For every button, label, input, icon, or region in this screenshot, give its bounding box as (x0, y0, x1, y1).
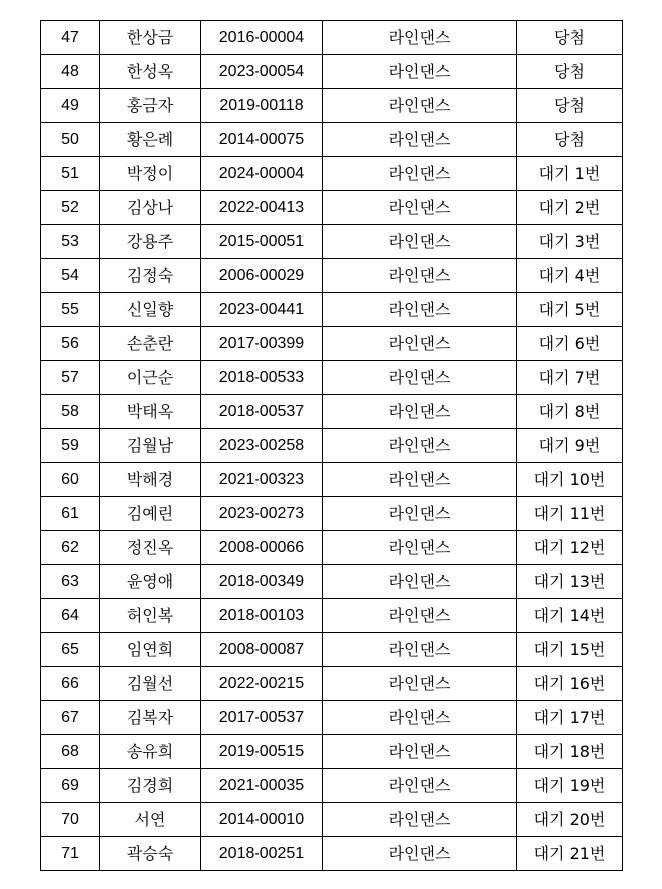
program-cell: 라인댄스 (323, 191, 517, 225)
name-cell: 김복자 (100, 701, 201, 735)
registration-number-cell: 2021-00035 (201, 769, 323, 803)
row-number-cell: 49 (41, 89, 100, 123)
result-cell: 대기 1번 (517, 157, 623, 191)
row-number-cell: 57 (41, 361, 100, 395)
registration-number-cell: 2015-00051 (201, 225, 323, 259)
registration-number-cell: 2023-00054 (201, 55, 323, 89)
lottery-results-table (40, 20, 623, 871)
result-cell: 대기 19번 (517, 769, 623, 803)
program-cell: 라인댄스 (323, 701, 517, 735)
program-cell: 라인댄스 (323, 565, 517, 599)
row-number-cell: 64 (41, 599, 100, 633)
table-body (41, 21, 623, 871)
row-number-cell: 48 (41, 55, 100, 89)
result-cell: 대기 9번 (517, 429, 623, 463)
name-cell: 김월선 (100, 667, 201, 701)
name-cell: 신일향 (100, 293, 201, 327)
registration-number-cell: 2008-00087 (201, 633, 323, 667)
result-cell: 대기 5번 (517, 293, 623, 327)
name-cell: 박정이 (100, 157, 201, 191)
table-row (41, 497, 623, 531)
registration-number-cell: 2018-00251 (201, 837, 323, 871)
name-cell: 허인복 (100, 599, 201, 633)
row-number-cell: 63 (41, 565, 100, 599)
table-row (41, 21, 623, 55)
program-cell: 라인댄스 (323, 327, 517, 361)
program-cell: 라인댄스 (323, 293, 517, 327)
name-cell: 김예린 (100, 497, 201, 531)
result-cell: 대기 17번 (517, 701, 623, 735)
table-row (41, 667, 623, 701)
result-cell: 대기 18번 (517, 735, 623, 769)
result-cell: 대기 15번 (517, 633, 623, 667)
name-cell: 황은례 (100, 123, 201, 157)
table-row (41, 157, 623, 191)
result-cell: 대기 16번 (517, 667, 623, 701)
registration-number-cell: 2018-00103 (201, 599, 323, 633)
registration-number-cell: 2022-00413 (201, 191, 323, 225)
registration-number-cell: 2019-00515 (201, 735, 323, 769)
row-number-cell: 55 (41, 293, 100, 327)
row-number-cell: 51 (41, 157, 100, 191)
name-cell: 박태옥 (100, 395, 201, 429)
registration-number-cell: 2023-00441 (201, 293, 323, 327)
result-cell: 대기 3번 (517, 225, 623, 259)
result-cell: 대기 11번 (517, 497, 623, 531)
row-number-cell: 60 (41, 463, 100, 497)
table-row (41, 259, 623, 293)
program-cell: 라인댄스 (323, 599, 517, 633)
table-row (41, 803, 623, 837)
registration-number-cell: 2024-00004 (201, 157, 323, 191)
registration-number-cell: 2008-00066 (201, 531, 323, 565)
result-cell: 당첨 (517, 21, 623, 55)
registration-number-cell: 2018-00533 (201, 361, 323, 395)
table-row (41, 89, 623, 123)
result-cell: 대기 20번 (517, 803, 623, 837)
row-number-cell: 59 (41, 429, 100, 463)
name-cell: 곽승숙 (100, 837, 201, 871)
result-cell: 당첨 (517, 89, 623, 123)
program-cell: 라인댄스 (323, 21, 517, 55)
result-cell: 대기 10번 (517, 463, 623, 497)
name-cell: 김경희 (100, 769, 201, 803)
program-cell: 라인댄스 (323, 225, 517, 259)
name-cell: 홍금자 (100, 89, 201, 123)
name-cell: 김정숙 (100, 259, 201, 293)
registration-number-cell: 2017-00399 (201, 327, 323, 361)
table-row (41, 293, 623, 327)
row-number-cell: 58 (41, 395, 100, 429)
name-cell: 손춘란 (100, 327, 201, 361)
program-cell: 라인댄스 (323, 633, 517, 667)
table-row (41, 395, 623, 429)
program-cell: 라인댄스 (323, 769, 517, 803)
table-row (41, 123, 623, 157)
program-cell: 라인댄스 (323, 735, 517, 769)
result-cell: 대기 8번 (517, 395, 623, 429)
result-cell: 당첨 (517, 123, 623, 157)
row-number-cell: 56 (41, 327, 100, 361)
result-cell: 당첨 (517, 55, 623, 89)
table-row (41, 55, 623, 89)
program-cell: 라인댄스 (323, 395, 517, 429)
program-cell: 라인댄스 (323, 531, 517, 565)
row-number-cell: 65 (41, 633, 100, 667)
table-row (41, 735, 623, 769)
registration-number-cell: 2021-00323 (201, 463, 323, 497)
row-number-cell: 54 (41, 259, 100, 293)
table-row (41, 463, 623, 497)
row-number-cell: 66 (41, 667, 100, 701)
program-cell: 라인댄스 (323, 803, 517, 837)
registration-number-cell: 2017-00537 (201, 701, 323, 735)
table-row (41, 361, 623, 395)
program-cell: 라인댄스 (323, 157, 517, 191)
registration-number-cell: 2018-00349 (201, 565, 323, 599)
result-cell: 대기 13번 (517, 565, 623, 599)
program-cell: 라인댄스 (323, 89, 517, 123)
result-cell: 대기 7번 (517, 361, 623, 395)
row-number-cell: 53 (41, 225, 100, 259)
table-row (41, 191, 623, 225)
name-cell: 윤영애 (100, 565, 201, 599)
name-cell: 김상나 (100, 191, 201, 225)
registration-number-cell: 2023-00258 (201, 429, 323, 463)
result-cell: 대기 6번 (517, 327, 623, 361)
name-cell: 이근순 (100, 361, 201, 395)
name-cell: 송유희 (100, 735, 201, 769)
registration-number-cell: 2019-00118 (201, 89, 323, 123)
row-number-cell: 69 (41, 769, 100, 803)
table-row (41, 769, 623, 803)
name-cell: 정진옥 (100, 531, 201, 565)
program-cell: 라인댄스 (323, 361, 517, 395)
name-cell: 박해경 (100, 463, 201, 497)
row-number-cell: 62 (41, 531, 100, 565)
document-page (40, 20, 622, 871)
registration-number-cell: 2022-00215 (201, 667, 323, 701)
name-cell: 강용주 (100, 225, 201, 259)
table-row (41, 837, 623, 871)
result-cell: 대기 21번 (517, 837, 623, 871)
table-row (41, 565, 623, 599)
table-row (41, 701, 623, 735)
name-cell: 임연희 (100, 633, 201, 667)
registration-number-cell: 2023-00273 (201, 497, 323, 531)
table-row (41, 225, 623, 259)
registration-number-cell: 2018-00537 (201, 395, 323, 429)
table-row (41, 599, 623, 633)
program-cell: 라인댄스 (323, 259, 517, 293)
program-cell: 라인댄스 (323, 429, 517, 463)
registration-number-cell: 2014-00075 (201, 123, 323, 157)
program-cell: 라인댄스 (323, 123, 517, 157)
row-number-cell: 61 (41, 497, 100, 531)
row-number-cell: 50 (41, 123, 100, 157)
table-row (41, 429, 623, 463)
row-number-cell: 71 (41, 837, 100, 871)
registration-number-cell: 2006-00029 (201, 259, 323, 293)
result-cell: 대기 14번 (517, 599, 623, 633)
row-number-cell: 47 (41, 21, 100, 55)
result-cell: 대기 4번 (517, 259, 623, 293)
table-row (41, 633, 623, 667)
program-cell: 라인댄스 (323, 463, 517, 497)
name-cell: 한성옥 (100, 55, 201, 89)
program-cell: 라인댄스 (323, 497, 517, 531)
result-cell: 대기 2번 (517, 191, 623, 225)
program-cell: 라인댄스 (323, 837, 517, 871)
row-number-cell: 68 (41, 735, 100, 769)
table-row (41, 327, 623, 361)
table-row (41, 531, 623, 565)
name-cell: 서연 (100, 803, 201, 837)
program-cell: 라인댄스 (323, 667, 517, 701)
result-cell: 대기 12번 (517, 531, 623, 565)
row-number-cell: 70 (41, 803, 100, 837)
program-cell: 라인댄스 (323, 55, 517, 89)
registration-number-cell: 2016-00004 (201, 21, 323, 55)
row-number-cell: 52 (41, 191, 100, 225)
registration-number-cell: 2014-00010 (201, 803, 323, 837)
name-cell: 김월남 (100, 429, 201, 463)
name-cell: 한상금 (100, 21, 201, 55)
row-number-cell: 67 (41, 701, 100, 735)
